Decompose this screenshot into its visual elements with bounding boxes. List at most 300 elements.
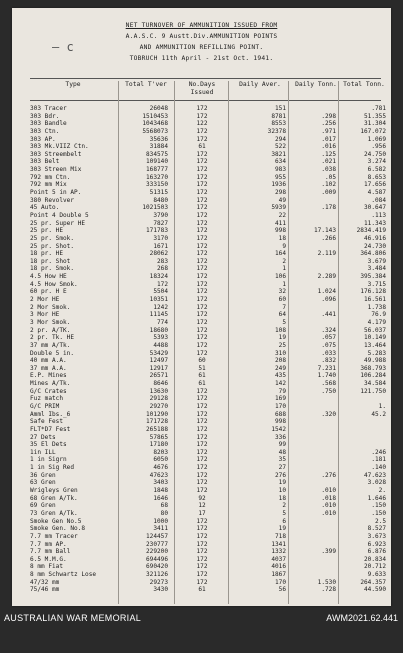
cell-total: 28062 <box>149 250 168 258</box>
cell-type: 7.7 mm Tracer <box>30 532 78 540</box>
cell-type: Smoke Gen No.5 <box>30 517 82 525</box>
cell-days: 172 <box>196 334 208 342</box>
cell-total-tonnage: 3.673 <box>367 532 386 540</box>
table-row <box>12 235 391 243</box>
cell-daily-average: 3821 <box>271 150 286 158</box>
cell-type: 6.5 M.M.G. <box>30 555 67 563</box>
cell-total-tonnage: 3.274 <box>367 158 386 166</box>
cell-total-tonnage: 176.128 <box>360 288 386 296</box>
cell-daily-average: 688 <box>274 410 286 418</box>
header-line-4: TOBRUCH 11th April - 21st Oct. 1941. <box>129 55 274 62</box>
cell-daily-average: 25 <box>278 341 286 349</box>
cell-type: 73 Gren A/Tk. <box>30 509 78 517</box>
cell-days: 172 <box>196 418 208 426</box>
footer-bar <box>0 610 403 653</box>
cell-total-tonnage: .140 <box>371 464 386 472</box>
cell-type: 303 Streen Mix <box>30 166 82 174</box>
table-row <box>12 395 391 403</box>
cell-total: 694496 <box>145 555 168 563</box>
cell-days: 172 <box>196 555 208 563</box>
cell-daily-tonnage: 1.024 <box>317 288 336 296</box>
cell-days: 172 <box>196 517 208 525</box>
cell-total-tonnage: .113 <box>371 211 386 219</box>
cell-total-tonnage: 44.590 <box>363 586 386 594</box>
cell-daily-average: 35 <box>278 456 286 464</box>
cell-daily-tonnage: 2.289 <box>317 273 336 281</box>
cell-type: 303 Streembelt <box>30 150 82 158</box>
cell-total-tonnage: 364.806 <box>360 250 386 258</box>
cell-type: 303 Belt <box>30 158 60 166</box>
cell-daily-average: 79 <box>278 387 286 395</box>
cell-type: 63 Gren <box>30 479 56 487</box>
cell-total: 29270 <box>149 402 168 410</box>
cell-type: Smoke Gen. No.8 <box>30 525 86 533</box>
table-row <box>12 556 391 564</box>
cell-total: 168777 <box>145 166 168 174</box>
cell-daily-average: 1542 <box>271 425 286 433</box>
cell-type: 3 Mor HE <box>30 311 60 319</box>
cell-daily-average: 8781 <box>271 112 286 120</box>
cell-daily-tonnage: .017 <box>321 135 336 143</box>
cell-daily-tonnage: .010 <box>321 502 336 510</box>
cell-days: 172 <box>196 288 208 296</box>
cell-daily-average: 99 <box>278 441 286 449</box>
cell-daily-tonnage: .125 <box>321 150 336 158</box>
cell-total-tonnage: 1.069 <box>367 135 386 143</box>
cell-daily-tonnage: .256 <box>321 120 336 128</box>
cell-daily-tonnage: .021 <box>321 158 336 166</box>
table-row <box>12 495 391 503</box>
cell-daily-tonnage: .05 <box>324 173 336 181</box>
cell-days: 61 <box>198 143 206 151</box>
cell-total: 35636 <box>149 135 168 143</box>
table-row <box>12 342 391 350</box>
cell-daily-average: 19 <box>278 334 286 342</box>
cell-days: 172 <box>196 548 208 556</box>
cell-days: 172 <box>196 318 208 326</box>
cell-daily-average: 19 <box>278 479 286 487</box>
cell-type: Point 5 in AP. <box>30 189 82 197</box>
cell-type: 303 Ctn. <box>30 127 60 135</box>
cell-total-tonnage: .246 <box>371 448 386 456</box>
cell-total-tonnage: 3.679 <box>367 257 386 265</box>
cell-daily-average: 336 <box>274 433 286 441</box>
cell-total-tonnage: 6.923 <box>367 540 386 548</box>
table-row <box>12 464 391 472</box>
cell-type: 60 pr. H E <box>30 288 67 296</box>
cell-type: Fuz match <box>30 395 64 403</box>
cell-type: 7.7 mm Ball <box>30 548 71 556</box>
cell-days: 172 <box>196 532 208 540</box>
cell-type: 2 Mor HE <box>30 296 60 304</box>
table-row <box>12 304 391 312</box>
cell-total-tonnage: 8.653 <box>367 173 386 181</box>
cell-total-tonnage: 121.750 <box>360 387 386 395</box>
cell-type: 40 mm A.A. <box>30 357 67 365</box>
cell-type: 303 Bandle <box>30 120 67 128</box>
cell-type: 25 pr. Smok. <box>30 234 75 242</box>
cell-type: 4.5 How HE <box>30 273 67 281</box>
cell-daily-average: 8553 <box>271 120 286 128</box>
cell-daily-average: 164 <box>274 250 286 258</box>
cell-days: 122 <box>196 120 208 128</box>
cell-total-tonnage: 16.561 <box>363 296 386 304</box>
cell-daily-tonnage: .399 <box>321 548 336 556</box>
table-row <box>12 174 391 182</box>
cell-daily-average: 169 <box>274 395 286 403</box>
table-row <box>12 510 391 518</box>
cell-daily-average: 60 <box>278 296 286 304</box>
ammunition-table <box>12 105 391 594</box>
cell-total-tonnage: 49.988 <box>363 357 386 365</box>
cell-daily-tonnage: .010 <box>321 487 336 495</box>
cell-total-tonnage: 46.916 <box>363 234 386 242</box>
cell-total: 1242 <box>153 303 168 311</box>
cell-type: 303 AP. <box>30 135 56 143</box>
cell-days: 172 <box>196 135 208 143</box>
cell-days: 172 <box>196 189 208 197</box>
cell-total-tonnage: 17.656 <box>363 181 386 189</box>
cell-daily-average: 5 <box>282 509 286 517</box>
cell-total-tonnage: .084 <box>371 196 386 204</box>
header-line-3: AND AMMUNITION REFILLING POINT. <box>139 44 264 51</box>
cell-type: G/C PRIM <box>30 402 60 410</box>
cell-total-tonnage: 1.738 <box>367 303 386 311</box>
cell-days: 172 <box>196 211 208 219</box>
cell-daily-average: 64 <box>278 311 286 319</box>
cell-daily-average: 18 <box>278 234 286 242</box>
cell-total-tonnage: .150 <box>371 509 386 517</box>
cell-total: 3790 <box>153 211 168 219</box>
cell-type: 37 mm A/Tk. <box>30 341 71 349</box>
cell-daily-average: 5939 <box>271 204 286 212</box>
cell-total: 26571 <box>149 372 168 380</box>
cell-daily-average: 1 <box>282 280 286 288</box>
cell-total: 3411 <box>153 525 168 533</box>
cell-days: 172 <box>196 296 208 304</box>
table-top-rule <box>30 78 381 79</box>
cell-total: 11145 <box>149 311 168 319</box>
cell-days: 172 <box>196 227 208 235</box>
cell-days: 172 <box>196 456 208 464</box>
cell-type: 303 Tracer <box>30 105 67 112</box>
cell-daily-tonnage: .096 <box>321 296 336 304</box>
cell-days: 172 <box>196 479 208 487</box>
cell-days: 172 <box>196 250 208 258</box>
table-header-rule <box>30 100 381 101</box>
cell-daily-average: 208 <box>274 357 286 365</box>
cell-total: 7827 <box>153 219 168 227</box>
cell-total-tonnage: 368.793 <box>360 364 386 372</box>
cell-total-tonnage: 24.730 <box>363 242 386 250</box>
cell-type: 18 pr. Smok. <box>30 265 75 273</box>
cell-type: 47/32 mm <box>30 578 60 586</box>
cell-total: 834575 <box>145 150 168 158</box>
table-row <box>12 502 391 510</box>
table-row <box>12 441 391 449</box>
cell-type: 2 pr. A/TK. <box>30 326 71 334</box>
cell-daily-average: 9 <box>282 242 286 250</box>
table-row <box>12 586 391 594</box>
cell-type: 3 Mor Smok. <box>30 318 71 326</box>
table-row <box>12 197 391 205</box>
cell-days: 172 <box>196 234 208 242</box>
table-row <box>12 105 391 113</box>
cell-total-tonnage: 6.876 <box>367 548 386 556</box>
cell-daily-tonnage: 2.119 <box>317 250 336 258</box>
cell-daily-tonnage: .033 <box>321 349 336 357</box>
cell-total: 172 <box>156 280 168 288</box>
cell-daily-average: 2 <box>282 502 286 510</box>
cell-total-tonnage: 20.712 <box>363 563 386 571</box>
cell-total-tonnage: 8.527 <box>367 525 386 533</box>
cell-daily-average: 18 <box>278 494 286 502</box>
cell-daily-average: 4016 <box>271 563 286 571</box>
cell-total: 17180 <box>149 441 168 449</box>
cell-daily-tonnage: .298 <box>321 112 336 120</box>
cell-total: 690420 <box>145 563 168 571</box>
cell-total-tonnage: 167.072 <box>360 127 386 135</box>
cell-total: 3430 <box>153 586 168 594</box>
cell-daily-average: 170 <box>274 402 286 410</box>
cell-type: Wrigleys Gren <box>30 487 78 495</box>
table-row <box>12 113 391 121</box>
col-header-avg: Daily Aver. <box>239 81 281 88</box>
cell-daily-average: 2 <box>282 257 286 265</box>
cell-daily-average: 7 <box>282 303 286 311</box>
cell-daily-average: 49 <box>278 196 286 204</box>
table-row <box>12 273 391 281</box>
cell-days: 172 <box>196 425 208 433</box>
cell-days: 172 <box>196 540 208 548</box>
cell-daily-tonnage: .832 <box>321 357 336 365</box>
table-row <box>12 243 391 251</box>
table-row <box>12 479 391 487</box>
cell-daily-tonnage: .178 <box>321 204 336 212</box>
table-row <box>12 579 391 587</box>
cell-days: 172 <box>196 433 208 441</box>
cell-days: 172 <box>196 395 208 403</box>
cell-total-tonnage: 31.304 <box>363 120 386 128</box>
cell-total: 4488 <box>153 341 168 349</box>
cell-total-tonnage: 106.284 <box>360 372 386 380</box>
table-row <box>12 571 391 579</box>
cell-daily-average: 4037 <box>271 555 286 563</box>
cell-daily-average: 1867 <box>271 571 286 579</box>
table-row <box>12 563 391 571</box>
cell-total-tonnage: 2834.419 <box>356 227 386 235</box>
cell-total-tonnage: 76.9 <box>371 311 386 319</box>
cell-total-tonnage: 4.587 <box>367 189 386 197</box>
cell-daily-average: 1 <box>282 265 286 273</box>
cell-daily-average: 411 <box>274 219 286 227</box>
table-row <box>12 166 391 174</box>
cell-days: 172 <box>196 326 208 334</box>
cell-days: 172 <box>196 242 208 250</box>
table-row <box>12 189 391 197</box>
cell-total: 1510453 <box>142 112 168 120</box>
cell-days: 172 <box>196 181 208 189</box>
table-row <box>12 403 391 411</box>
cell-total: 230777 <box>145 540 168 548</box>
cell-daily-tonnage: .728 <box>321 586 336 594</box>
cell-total: 1021503 <box>142 204 168 212</box>
cell-total: 171728 <box>145 418 168 426</box>
cell-daily-tonnage: .038 <box>321 166 336 174</box>
cell-daily-average: 522 <box>274 143 286 151</box>
document-sheet <box>12 8 391 606</box>
table-row <box>12 158 391 166</box>
cell-total-tonnage: 2.5 <box>374 517 386 525</box>
cell-type: Point 4 Double 5 <box>30 211 89 219</box>
cell-daily-tonnage: 7.231 <box>317 364 336 372</box>
table-row <box>12 181 391 189</box>
cell-daily-tonnage: .266 <box>321 234 336 242</box>
table-row <box>12 151 391 159</box>
table-row <box>12 296 391 304</box>
cell-days: 172 <box>196 280 208 288</box>
cell-days: 51 <box>198 364 206 372</box>
cell-daily-average: 1936 <box>271 181 286 189</box>
cell-total: 8480 <box>153 196 168 204</box>
cell-type: 25 pr. Shot. <box>30 242 75 250</box>
cell-days: 172 <box>196 441 208 449</box>
cell-type: 380 Revolver <box>30 196 75 204</box>
table-row <box>12 365 391 373</box>
cell-type: 792 mm Ctn. <box>30 173 71 181</box>
cell-total-tonnage: 3.028 <box>367 479 386 487</box>
cell-total: 5393 <box>153 334 168 342</box>
cell-days: 172 <box>196 105 208 112</box>
cell-total-tonnage: 1. <box>378 402 386 410</box>
cell-total: 171783 <box>145 227 168 235</box>
cell-type: FLT*D7 Fest <box>30 425 71 433</box>
table-row <box>12 380 391 388</box>
cell-days: 172 <box>196 464 208 472</box>
cell-days: 172 <box>196 563 208 571</box>
cell-total: 5504 <box>153 288 168 296</box>
cell-daily-average: 294 <box>274 135 286 143</box>
cell-daily-tonnage: .010 <box>321 509 336 517</box>
cell-daily-average: 10 <box>278 487 286 495</box>
cell-total: 80 <box>160 509 168 517</box>
cell-daily-tonnage: .016 <box>321 143 336 151</box>
table-row <box>12 388 391 396</box>
table-row <box>12 533 391 541</box>
table-row <box>12 411 391 419</box>
cell-daily-tonnage: .568 <box>321 380 336 388</box>
table-row <box>12 204 391 212</box>
cell-total-tonnage: 30.647 <box>363 204 386 212</box>
table-row <box>12 418 391 426</box>
cell-days: 172 <box>196 265 208 273</box>
cell-total: 53429 <box>149 349 168 357</box>
col-header-type: Type <box>65 81 81 88</box>
cell-total: 8203 <box>153 448 168 456</box>
cell-days: 172 <box>196 571 208 579</box>
cell-daily-tonnage: .320 <box>321 410 336 418</box>
cell-type: 303 Mk.VIIZ Ctn. <box>30 143 89 151</box>
cell-total: 1671 <box>153 242 168 250</box>
cell-total: 101290 <box>145 410 168 418</box>
cell-days: 172 <box>196 410 208 418</box>
cell-days: 172 <box>196 150 208 158</box>
table-row <box>12 288 391 296</box>
cell-days: 12 <box>198 502 206 510</box>
cell-type: 303 Bdr. <box>30 112 60 120</box>
cell-total: 3403 <box>153 479 168 487</box>
col-header-total-tonn: Total Tonn. <box>343 81 385 88</box>
cell-type: 18 pr. Shot <box>30 257 71 265</box>
cell-type: 2 Mor Smok. <box>30 303 71 311</box>
cell-total: 57865 <box>149 433 168 441</box>
cell-daily-tonnage: 17.143 <box>313 227 336 235</box>
cell-type: 18 pr. HE <box>30 250 64 258</box>
cell-total: 5568073 <box>142 127 168 135</box>
cell-days: 172 <box>196 196 208 204</box>
table-row <box>12 281 391 289</box>
cell-daily-average: 108 <box>274 326 286 334</box>
cell-days: 172 <box>196 311 208 319</box>
cell-days: 172 <box>196 257 208 265</box>
cell-days: 172 <box>196 349 208 357</box>
cell-type: 792 mm Mix <box>30 181 67 189</box>
pencil-mark: — c <box>52 40 74 54</box>
table-row <box>12 327 391 335</box>
cell-daily-average: 298 <box>274 189 286 197</box>
cell-daily-average: 48 <box>278 448 286 456</box>
cell-daily-average: 1341 <box>271 540 286 548</box>
cell-days: 172 <box>196 158 208 166</box>
cell-total: 29128 <box>149 395 168 403</box>
cell-total: 12917 <box>149 364 168 372</box>
cell-total: 321126 <box>145 571 168 579</box>
table-row <box>12 518 391 526</box>
cell-days: 172 <box>196 127 208 135</box>
cell-type: 25 pr. Super HE <box>30 219 86 227</box>
cell-days: 61 <box>198 372 206 380</box>
cell-total-tonnage: 3.715 <box>367 280 386 288</box>
cell-daily-tonnage: .057 <box>321 334 336 342</box>
cell-total-tonnage: 13.464 <box>363 341 386 349</box>
cell-type: 25 pr. HE <box>30 227 64 235</box>
cell-total: 47623 <box>149 471 168 479</box>
cell-total-tonnage: 11.343 <box>363 219 386 227</box>
cell-total-tonnage: 45.2 <box>371 410 386 418</box>
cell-days: 172 <box>196 112 208 120</box>
cell-daily-tonnage: .102 <box>321 181 336 189</box>
cell-daily-average: 32 <box>278 288 286 296</box>
cell-type: 45 Auto. <box>30 204 60 212</box>
cell-daily-average: 6 <box>282 517 286 525</box>
cell-total: 51315 <box>149 189 168 197</box>
footer-institution: AUSTRALIAN WAR MEMORIAL <box>4 613 142 623</box>
cell-total: 333150 <box>145 181 168 189</box>
cell-daily-average: 151 <box>274 105 286 112</box>
cell-total-tonnage: 1.646 <box>367 494 386 502</box>
table-row <box>12 258 391 266</box>
cell-total-tonnage: 51.355 <box>363 112 386 120</box>
cell-daily-average: 634 <box>274 158 286 166</box>
cell-total: 18680 <box>149 326 168 334</box>
table-row <box>12 250 391 258</box>
table-row <box>12 334 391 342</box>
cell-days: 172 <box>196 341 208 349</box>
cell-total-tonnage: 20.834 <box>363 555 386 563</box>
cell-total: 268 <box>156 265 168 273</box>
cell-total-tonnage: 4.179 <box>367 318 386 326</box>
cell-daily-average: 955 <box>274 173 286 181</box>
